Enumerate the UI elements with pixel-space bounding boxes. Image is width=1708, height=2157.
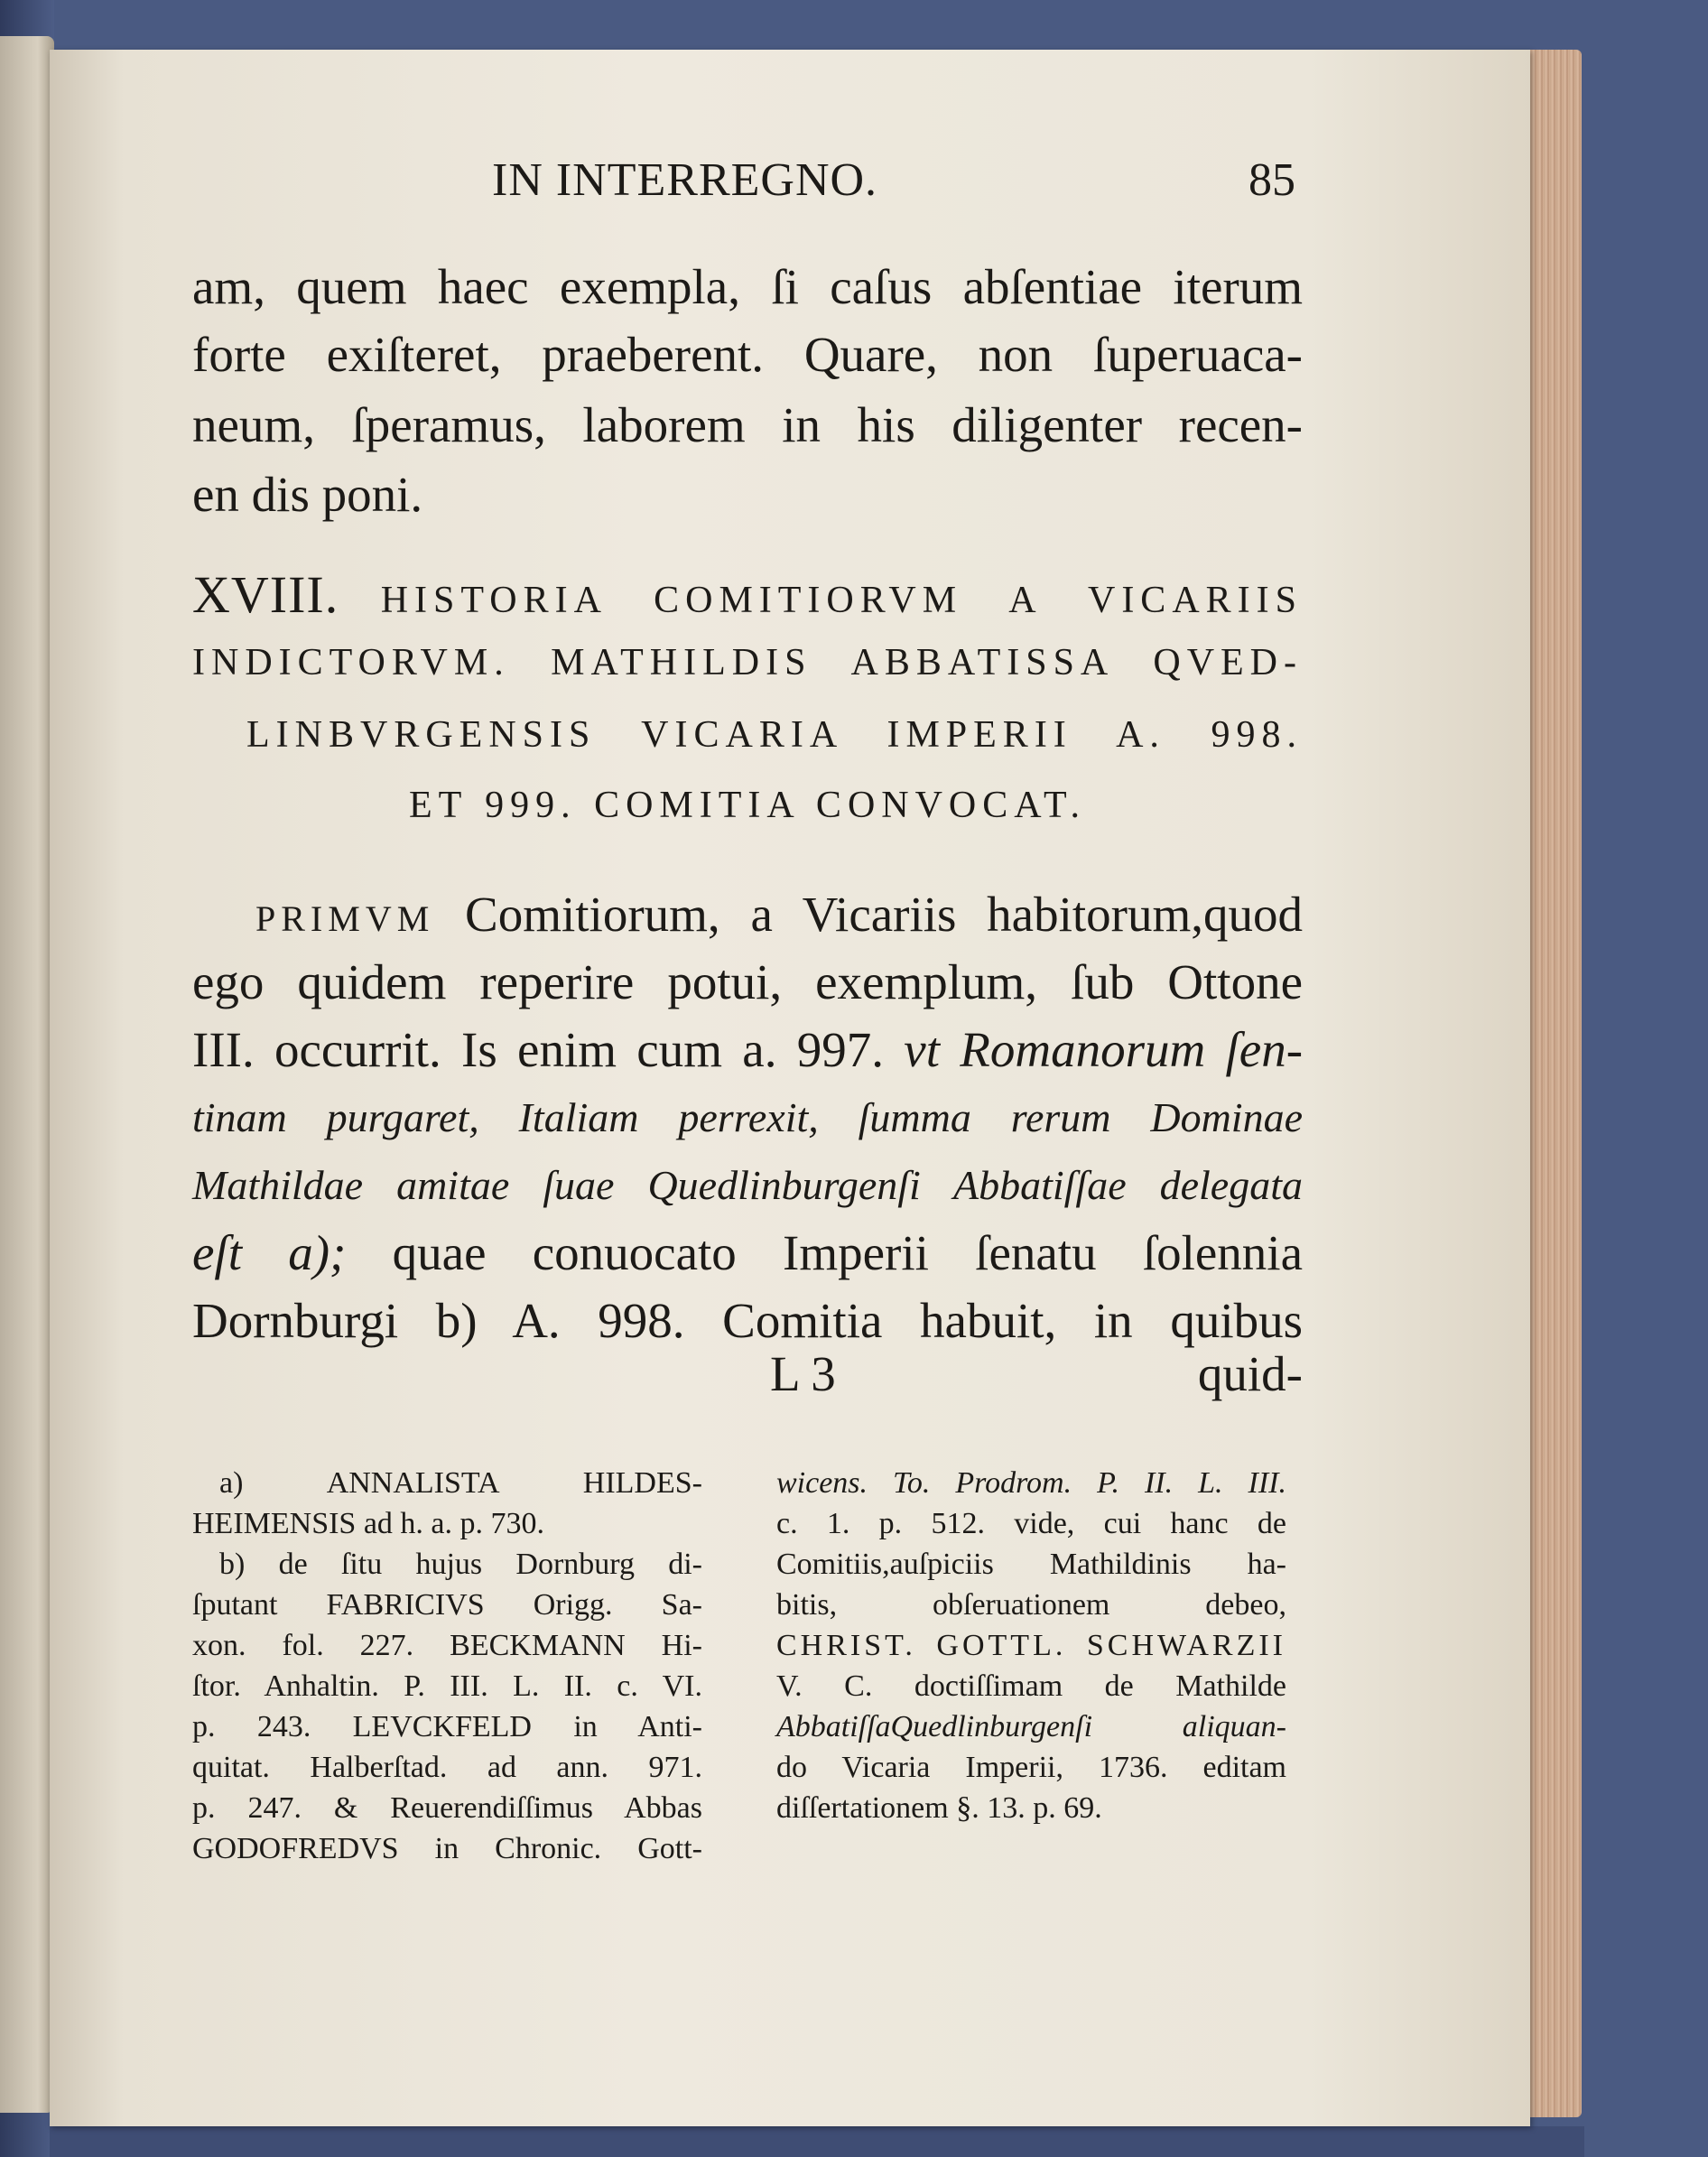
text-line: tinam purgaret, Italiam perrexit, ſumma rerum Dominae <box>192 1094 1303 1140</box>
heading-line: ET 999. COMITIA CONVOCAT. <box>409 785 1086 826</box>
text-line: eſt a); quae conuocato Imperii ſenatu ſolennia <box>192 1225 1304 1280</box>
footnote-line: do Vicaria Imperii, 1736. editam <box>776 1751 1286 1784</box>
heading-line <box>192 564 1303 625</box>
page-number: 85 <box>1249 154 1295 206</box>
text-line: III. occurrit. Is enim cum a. 997. vt Romanorum ſen- <box>192 1022 1304 1077</box>
previous-page-edge <box>0 36 54 2113</box>
footnote-line: ſtor. Anhaltin. P. III. L. II. c. VI. <box>192 1669 702 1703</box>
initial-word: PRIMVM <box>255 898 435 939</box>
footnote-line: Comitiis,auſpiciis Mathildinis ha- <box>776 1548 1286 1581</box>
catchword: quid- <box>1197 1346 1303 1401</box>
footnote-line: a) ANNALISTA HILDES- <box>219 1466 702 1500</box>
footnote-line: V. C. doctiſſimam de Mathilde <box>776 1669 1286 1703</box>
footnote-line: ſputant FABRICIVS Origg. Sa- <box>192 1588 702 1622</box>
heading-line: LINBVRGENSIS VICARIA IMPERII A. 998. <box>246 714 1303 756</box>
footnote-line: b) de ſitu hujus Dornburg di- <box>219 1548 702 1581</box>
page-footer <box>192 1345 1303 1418</box>
heading-text: HISTORIA COMITIORVM A VICARIIS <box>380 580 1303 621</box>
heading-line: INDICTORVM. MATHILDIS ABBATISSA QVED- <box>192 642 1303 683</box>
text-line: Mathildae amitae ſuae Quedlinburgenſi Abbatiſſae delegata <box>192 1162 1303 1208</box>
footnote-line: c. 1. p. 512. vide, cui hanc de <box>776 1507 1286 1540</box>
footnote-line: HEIMENSIS ad h. a. p. 730. <box>192 1507 545 1540</box>
footnote-line: xon. fol. 227. BECKMANN Hi- <box>192 1629 702 1662</box>
text-line: Dornburgi b) A. 998. Comitia habuit, in quibus <box>192 1293 1303 1348</box>
text-line: neum, ſperamus, laborem in his diligenter recen- <box>192 397 1303 452</box>
background-bottom <box>50 2126 1584 2157</box>
text-line: PRIMVM Comitiorum, a Vicariis habitorum,quod <box>255 887 1303 942</box>
text-line: en dis poni. <box>192 467 423 522</box>
text-line: ego quidem reperire potui, exemplum, ſub Ottone <box>192 954 1303 1009</box>
footnote-line: GODOFREDVS in Chronic. Gott- <box>192 1832 702 1865</box>
footnote-line: CHRIST. GOTTL. SCHWARZII <box>776 1629 1286 1662</box>
footnote-line: AbbatiſſaQuedlinburgenſi aliquan- <box>776 1710 1286 1743</box>
running-title: IN INTERREGNO. <box>492 154 878 206</box>
text-line: forte exiſteret, praeberent. Quare, non ſuperuaca- <box>192 327 1303 382</box>
section-number: XVIII. <box>192 565 339 624</box>
footnote-line: wicens. To. Prodrom. P. II. L. III. <box>776 1466 1286 1500</box>
text-line: am, quem haec exempla, ſi caſus abſentiae iterum <box>192 259 1303 314</box>
footnote-line: bitis, obſeruationem debeo, <box>776 1588 1286 1622</box>
signature-mark: L 3 <box>770 1346 836 1401</box>
running-header <box>311 153 1295 226</box>
footnote-line: p. 243. LEVCKFELD in Anti- <box>192 1710 702 1743</box>
footnote-line: quitat. Halberſtad. ad ann. 971. <box>192 1751 702 1784</box>
footnote-line: diſſertationem §. 13. p. 69. <box>776 1791 1102 1825</box>
footnote-line: p. 247. & Reuerendiſſimus Abbas <box>192 1791 702 1825</box>
